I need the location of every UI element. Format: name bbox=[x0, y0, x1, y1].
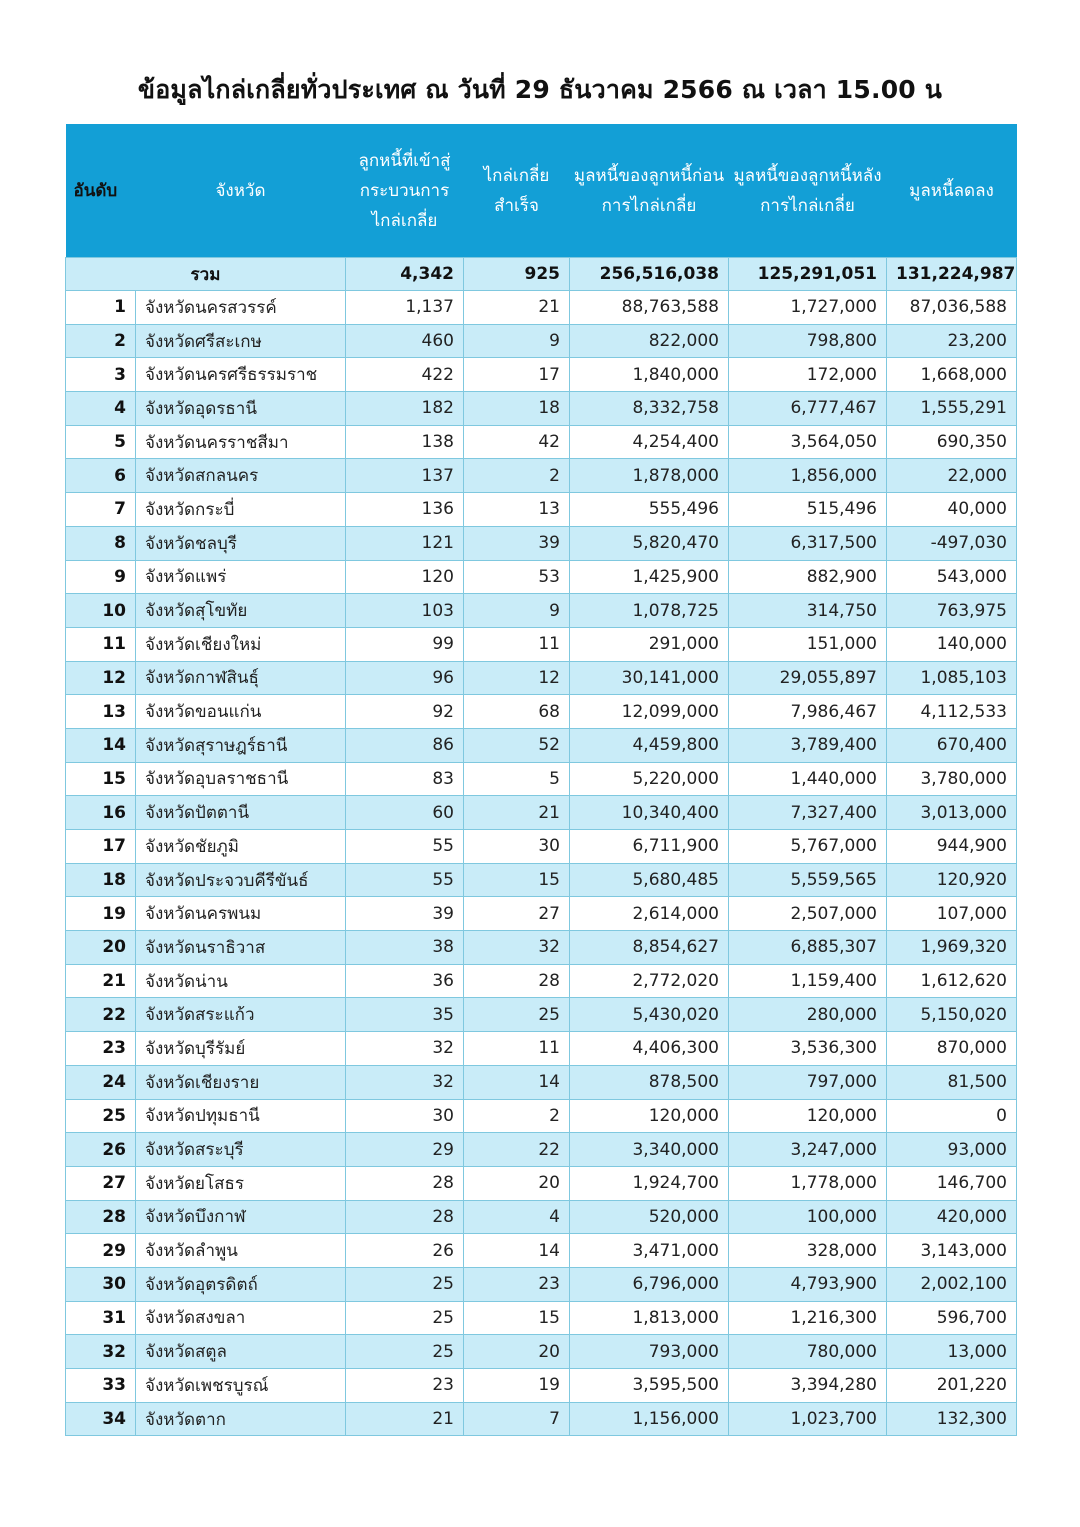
cell-debt-reduced: 543,000 bbox=[887, 560, 1017, 594]
cell-province: จังหวัดชัยภูมิ bbox=[136, 830, 346, 864]
cell-province: จังหวัดตาก bbox=[136, 1402, 346, 1436]
cell-debt-after: 5,767,000 bbox=[729, 830, 887, 864]
cell-province: จังหวัดศรีสะเกษ bbox=[136, 324, 346, 358]
cell-rank: 30 bbox=[66, 1267, 136, 1301]
cell-debt-reduced: 120,920 bbox=[887, 863, 1017, 897]
header-debt-reduced: มูลหนี้ลดลง bbox=[887, 124, 1017, 258]
cell-debt-after: 1,440,000 bbox=[729, 762, 887, 796]
cell-province: จังหวัดสตูล bbox=[136, 1335, 346, 1369]
cell-debt-reduced: 763,975 bbox=[887, 594, 1017, 628]
cell-debt-reduced: 1,668,000 bbox=[887, 358, 1017, 392]
cell-debt-after: 3,247,000 bbox=[729, 1133, 887, 1167]
cell-rank: 6 bbox=[66, 459, 136, 493]
cell-province: จังหวัดอุบลราชธานี bbox=[136, 762, 346, 796]
cell-entered: 182 bbox=[346, 392, 464, 426]
cell-entered: 96 bbox=[346, 661, 464, 695]
cell-debt-reduced: 140,000 bbox=[887, 627, 1017, 661]
cell-entered: 1,137 bbox=[346, 291, 464, 325]
cell-debt-before: 8,332,758 bbox=[570, 392, 729, 426]
page-title: ข้อมูลไกล่เกลี่ยทั่วประเทศ ณ วันที่ 29 ธันวาคม 2566 ณ เวลา 15.00 น bbox=[137, 75, 943, 104]
cell-debt-after: 1,023,700 bbox=[729, 1402, 887, 1436]
cell-province: จังหวัดบึงกาฬ bbox=[136, 1200, 346, 1234]
total-entered: 4,342 bbox=[346, 258, 464, 291]
cell-debt-reduced: 1,555,291 bbox=[887, 392, 1017, 426]
table-row bbox=[66, 1335, 1017, 1369]
cell-rank: 29 bbox=[66, 1234, 136, 1268]
cell-rank: 12 bbox=[66, 661, 136, 695]
cell-debt-reduced: 40,000 bbox=[887, 493, 1017, 527]
cell-debt-after: 1,216,300 bbox=[729, 1301, 887, 1335]
cell-entered: 55 bbox=[346, 830, 464, 864]
table-row bbox=[66, 1301, 1017, 1335]
cell-debt-after: 3,564,050 bbox=[729, 425, 887, 459]
cell-rank: 7 bbox=[66, 493, 136, 527]
cell-province: จังหวัดนครสวรรค์ bbox=[136, 291, 346, 325]
table-row bbox=[66, 728, 1017, 762]
cell-debt-before: 1,156,000 bbox=[570, 1402, 729, 1436]
cell-debt-after: 5,559,565 bbox=[729, 863, 887, 897]
cell-debt-before: 878,500 bbox=[570, 1065, 729, 1099]
cell-rank: 4 bbox=[66, 392, 136, 426]
cell-success: 2 bbox=[464, 1099, 570, 1133]
cell-rank: 16 bbox=[66, 796, 136, 830]
mediation-table bbox=[65, 124, 1017, 1436]
cell-success: 27 bbox=[464, 897, 570, 931]
cell-debt-after: 151,000 bbox=[729, 627, 887, 661]
cell-entered: 422 bbox=[346, 358, 464, 392]
cell-success: 21 bbox=[464, 291, 570, 325]
table-row bbox=[66, 358, 1017, 392]
cell-success: 20 bbox=[464, 1335, 570, 1369]
cell-success: 9 bbox=[464, 324, 570, 358]
cell-province: จังหวัดแพร่ bbox=[136, 560, 346, 594]
cell-province: จังหวัดกระบี่ bbox=[136, 493, 346, 527]
cell-success: 12 bbox=[464, 661, 570, 695]
cell-entered: 35 bbox=[346, 998, 464, 1032]
cell-entered: 39 bbox=[346, 897, 464, 931]
cell-entered: 55 bbox=[346, 863, 464, 897]
cell-debt-before: 520,000 bbox=[570, 1200, 729, 1234]
cell-debt-reduced: 1,085,103 bbox=[887, 661, 1017, 695]
cell-rank: 3 bbox=[66, 358, 136, 392]
cell-debt-before: 5,820,470 bbox=[570, 526, 729, 560]
cell-debt-reduced: 13,000 bbox=[887, 1335, 1017, 1369]
cell-debt-after: 1,778,000 bbox=[729, 1166, 887, 1200]
cell-debt-after: 100,000 bbox=[729, 1200, 887, 1234]
cell-rank: 2 bbox=[66, 324, 136, 358]
cell-entered: 137 bbox=[346, 459, 464, 493]
cell-debt-after: 7,986,467 bbox=[729, 695, 887, 729]
cell-success: 2 bbox=[464, 459, 570, 493]
table-row bbox=[66, 1065, 1017, 1099]
cell-rank: 33 bbox=[66, 1369, 136, 1403]
cell-debt-after: 280,000 bbox=[729, 998, 887, 1032]
cell-province: จังหวัดสระแก้ว bbox=[136, 998, 346, 1032]
cell-entered: 460 bbox=[346, 324, 464, 358]
header-debt-before: มูลหนี้ของลูกหนี้ก่อนการไกล่เกลี่ย bbox=[570, 124, 729, 258]
table-row bbox=[66, 1200, 1017, 1234]
cell-entered: 28 bbox=[346, 1166, 464, 1200]
cell-rank: 5 bbox=[66, 425, 136, 459]
cell-entered: 136 bbox=[346, 493, 464, 527]
cell-rank: 21 bbox=[66, 964, 136, 998]
cell-debt-reduced: 4,112,533 bbox=[887, 695, 1017, 729]
cell-entered: 120 bbox=[346, 560, 464, 594]
cell-province: จังหวัดสระบุรี bbox=[136, 1133, 346, 1167]
cell-debt-before: 3,340,000 bbox=[570, 1133, 729, 1167]
table-row bbox=[66, 627, 1017, 661]
total-debt-before: 256,516,038 bbox=[570, 258, 729, 291]
cell-success: 9 bbox=[464, 594, 570, 628]
cell-province: จังหวัดนครศรีธรรมราช bbox=[136, 358, 346, 392]
cell-debt-before: 2,614,000 bbox=[570, 897, 729, 931]
cell-success: 14 bbox=[464, 1234, 570, 1268]
cell-rank: 9 bbox=[66, 560, 136, 594]
cell-entered: 25 bbox=[346, 1335, 464, 1369]
cell-debt-before: 1,878,000 bbox=[570, 459, 729, 493]
cell-debt-after: 1,856,000 bbox=[729, 459, 887, 493]
table-row bbox=[66, 291, 1017, 325]
cell-entered: 38 bbox=[346, 931, 464, 965]
table-row bbox=[66, 661, 1017, 695]
cell-province: จังหวัดกาฬสินธุ์ bbox=[136, 661, 346, 695]
table-row bbox=[66, 964, 1017, 998]
cell-province: จังหวัดอุดรธานี bbox=[136, 392, 346, 426]
table-row bbox=[66, 931, 1017, 965]
cell-success: 32 bbox=[464, 931, 570, 965]
cell-entered: 29 bbox=[346, 1133, 464, 1167]
cell-debt-reduced: 3,013,000 bbox=[887, 796, 1017, 830]
cell-success: 17 bbox=[464, 358, 570, 392]
table-row bbox=[66, 1099, 1017, 1133]
cell-debt-after: 3,789,400 bbox=[729, 728, 887, 762]
cell-entered: 25 bbox=[346, 1301, 464, 1335]
cell-province: จังหวัดสงขลา bbox=[136, 1301, 346, 1335]
cell-debt-reduced: 93,000 bbox=[887, 1133, 1017, 1167]
cell-rank: 27 bbox=[66, 1166, 136, 1200]
cell-success: 4 bbox=[464, 1200, 570, 1234]
cell-entered: 23 bbox=[346, 1369, 464, 1403]
cell-province: จังหวัดประจวบคีรีขันธ์ bbox=[136, 863, 346, 897]
cell-debt-before: 120,000 bbox=[570, 1099, 729, 1133]
cell-rank: 28 bbox=[66, 1200, 136, 1234]
cell-success: 5 bbox=[464, 762, 570, 796]
cell-debt-after: 6,317,500 bbox=[729, 526, 887, 560]
cell-rank: 1 bbox=[66, 291, 136, 325]
cell-rank: 20 bbox=[66, 931, 136, 965]
cell-entered: 28 bbox=[346, 1200, 464, 1234]
cell-debt-after: 328,000 bbox=[729, 1234, 887, 1268]
table-row bbox=[66, 695, 1017, 729]
cell-debt-after: 29,055,897 bbox=[729, 661, 887, 695]
cell-rank: 13 bbox=[66, 695, 136, 729]
cell-debt-reduced: 3,143,000 bbox=[887, 1234, 1017, 1268]
cell-debt-after: 798,800 bbox=[729, 324, 887, 358]
table-row bbox=[66, 459, 1017, 493]
cell-debt-reduced: 420,000 bbox=[887, 1200, 1017, 1234]
total-row bbox=[66, 258, 1017, 291]
header-province: จังหวัด bbox=[136, 124, 346, 258]
cell-debt-before: 12,099,000 bbox=[570, 695, 729, 729]
table-row bbox=[66, 1402, 1017, 1436]
cell-entered: 60 bbox=[346, 796, 464, 830]
cell-debt-before: 5,430,020 bbox=[570, 998, 729, 1032]
cell-province: จังหวัดอุตรดิตถ์ bbox=[136, 1267, 346, 1301]
cell-debt-after: 4,793,900 bbox=[729, 1267, 887, 1301]
cell-debt-reduced: 0 bbox=[887, 1099, 1017, 1133]
cell-entered: 121 bbox=[346, 526, 464, 560]
cell-success: 15 bbox=[464, 863, 570, 897]
cell-province: จังหวัดเชียงใหม่ bbox=[136, 627, 346, 661]
cell-rank: 32 bbox=[66, 1335, 136, 1369]
header-entered: ลูกหนี้ที่เข้าสู่กระบวนการไกล่เกลี่ย bbox=[346, 124, 464, 258]
cell-success: 25 bbox=[464, 998, 570, 1032]
cell-debt-reduced: 2,002,100 bbox=[887, 1267, 1017, 1301]
cell-debt-after: 515,496 bbox=[729, 493, 887, 527]
cell-province: จังหวัดสุราษฎร์ธานี bbox=[136, 728, 346, 762]
cell-province: จังหวัดสกลนคร bbox=[136, 459, 346, 493]
cell-debt-before: 4,254,400 bbox=[570, 425, 729, 459]
cell-debt-after: 1,727,000 bbox=[729, 291, 887, 325]
cell-debt-before: 6,796,000 bbox=[570, 1267, 729, 1301]
total-debt-reduced: 131,224,987 bbox=[887, 258, 1017, 291]
cell-success: 13 bbox=[464, 493, 570, 527]
table-row bbox=[66, 594, 1017, 628]
cell-success: 22 bbox=[464, 1133, 570, 1167]
cell-debt-before: 1,813,000 bbox=[570, 1301, 729, 1335]
cell-debt-reduced: 670,400 bbox=[887, 728, 1017, 762]
cell-debt-after: 120,000 bbox=[729, 1099, 887, 1133]
cell-debt-reduced: 201,220 bbox=[887, 1369, 1017, 1403]
cell-success: 20 bbox=[464, 1166, 570, 1200]
cell-success: 30 bbox=[464, 830, 570, 864]
cell-province: จังหวัดนครพนม bbox=[136, 897, 346, 931]
cell-success: 11 bbox=[464, 1032, 570, 1066]
cell-debt-reduced: 596,700 bbox=[887, 1301, 1017, 1335]
cell-debt-before: 88,763,588 bbox=[570, 291, 729, 325]
cell-success: 28 bbox=[464, 964, 570, 998]
cell-province: จังหวัดนราธิวาส bbox=[136, 931, 346, 965]
cell-debt-after: 3,536,300 bbox=[729, 1032, 887, 1066]
cell-rank: 8 bbox=[66, 526, 136, 560]
cell-debt-after: 780,000 bbox=[729, 1335, 887, 1369]
cell-success: 19 bbox=[464, 1369, 570, 1403]
cell-debt-before: 793,000 bbox=[570, 1335, 729, 1369]
cell-debt-after: 6,885,307 bbox=[729, 931, 887, 965]
cell-debt-reduced: -497,030 bbox=[887, 526, 1017, 560]
cell-entered: 103 bbox=[346, 594, 464, 628]
table-row bbox=[66, 897, 1017, 931]
table-row bbox=[66, 1166, 1017, 1200]
cell-entered: 21 bbox=[346, 1402, 464, 1436]
cell-debt-after: 797,000 bbox=[729, 1065, 887, 1099]
cell-debt-before: 3,595,500 bbox=[570, 1369, 729, 1403]
cell-rank: 19 bbox=[66, 897, 136, 931]
table-row bbox=[66, 1267, 1017, 1301]
cell-province: จังหวัดบุรีรัมย์ bbox=[136, 1032, 346, 1066]
cell-debt-after: 314,750 bbox=[729, 594, 887, 628]
cell-entered: 138 bbox=[346, 425, 464, 459]
cell-success: 53 bbox=[464, 560, 570, 594]
cell-success: 14 bbox=[464, 1065, 570, 1099]
cell-debt-reduced: 690,350 bbox=[887, 425, 1017, 459]
table-row bbox=[66, 1369, 1017, 1403]
cell-success: 68 bbox=[464, 695, 570, 729]
cell-debt-before: 2,772,020 bbox=[570, 964, 729, 998]
cell-debt-after: 3,394,280 bbox=[729, 1369, 887, 1403]
cell-debt-before: 822,000 bbox=[570, 324, 729, 358]
cell-debt-reduced: 944,900 bbox=[887, 830, 1017, 864]
table-header-row bbox=[66, 124, 1017, 258]
cell-rank: 24 bbox=[66, 1065, 136, 1099]
cell-debt-reduced: 5,150,020 bbox=[887, 998, 1017, 1032]
cell-rank: 14 bbox=[66, 728, 136, 762]
table-row bbox=[66, 392, 1017, 426]
cell-debt-reduced: 107,000 bbox=[887, 897, 1017, 931]
cell-success: 18 bbox=[464, 392, 570, 426]
table-row bbox=[66, 493, 1017, 527]
table-row bbox=[66, 560, 1017, 594]
cell-debt-before: 3,471,000 bbox=[570, 1234, 729, 1268]
table-row bbox=[66, 1032, 1017, 1066]
cell-debt-before: 8,854,627 bbox=[570, 931, 729, 965]
header-debt-after: มูลหนี้ของลูกหนี้หลังการไกล่เกลี่ย bbox=[729, 124, 887, 258]
cell-entered: 32 bbox=[346, 1065, 464, 1099]
cell-province: จังหวัดยโสธร bbox=[136, 1166, 346, 1200]
cell-entered: 32 bbox=[346, 1032, 464, 1066]
cell-success: 52 bbox=[464, 728, 570, 762]
table-row bbox=[66, 1133, 1017, 1167]
cell-debt-before: 4,406,300 bbox=[570, 1032, 729, 1066]
cell-rank: 22 bbox=[66, 998, 136, 1032]
cell-debt-after: 882,900 bbox=[729, 560, 887, 594]
cell-rank: 17 bbox=[66, 830, 136, 864]
cell-province: จังหวัดน่าน bbox=[136, 964, 346, 998]
cell-province: จังหวัดขอนแก่น bbox=[136, 695, 346, 729]
table-row bbox=[66, 830, 1017, 864]
cell-province: จังหวัดปัตตานี bbox=[136, 796, 346, 830]
table-row bbox=[66, 526, 1017, 560]
cell-province: จังหวัดนครราชสีมา bbox=[136, 425, 346, 459]
cell-debt-before: 291,000 bbox=[570, 627, 729, 661]
table-row bbox=[66, 1234, 1017, 1268]
cell-success: 39 bbox=[464, 526, 570, 560]
cell-debt-reduced: 1,969,320 bbox=[887, 931, 1017, 965]
table-row bbox=[66, 762, 1017, 796]
cell-success: 21 bbox=[464, 796, 570, 830]
cell-entered: 99 bbox=[346, 627, 464, 661]
cell-debt-before: 1,425,900 bbox=[570, 560, 729, 594]
cell-success: 42 bbox=[464, 425, 570, 459]
cell-entered: 30 bbox=[346, 1099, 464, 1133]
cell-debt-reduced: 1,612,620 bbox=[887, 964, 1017, 998]
header-rank: อันดับ bbox=[66, 124, 136, 258]
cell-debt-after: 2,507,000 bbox=[729, 897, 887, 931]
header-success: ไกล่เกลี่ยสำเร็จ bbox=[464, 124, 570, 258]
cell-rank: 15 bbox=[66, 762, 136, 796]
cell-debt-before: 555,496 bbox=[570, 493, 729, 527]
cell-debt-before: 10,340,400 bbox=[570, 796, 729, 830]
cell-debt-after: 6,777,467 bbox=[729, 392, 887, 426]
cell-rank: 23 bbox=[66, 1032, 136, 1066]
cell-debt-after: 7,327,400 bbox=[729, 796, 887, 830]
cell-province: จังหวัดสุโขทัย bbox=[136, 594, 346, 628]
cell-province: จังหวัดเพชรบูรณ์ bbox=[136, 1369, 346, 1403]
total-label: รวม bbox=[66, 258, 346, 291]
cell-success: 23 bbox=[464, 1267, 570, 1301]
cell-debt-before: 4,459,800 bbox=[570, 728, 729, 762]
cell-entered: 26 bbox=[346, 1234, 464, 1268]
cell-debt-reduced: 22,000 bbox=[887, 459, 1017, 493]
cell-debt-before: 30,141,000 bbox=[570, 661, 729, 695]
cell-rank: 25 bbox=[66, 1099, 136, 1133]
cell-debt-before: 6,711,900 bbox=[570, 830, 729, 864]
cell-entered: 86 bbox=[346, 728, 464, 762]
cell-province: จังหวัดเชียงราย bbox=[136, 1065, 346, 1099]
cell-rank: 26 bbox=[66, 1133, 136, 1167]
cell-rank: 18 bbox=[66, 863, 136, 897]
table-row bbox=[66, 998, 1017, 1032]
table-row bbox=[66, 796, 1017, 830]
cell-debt-after: 172,000 bbox=[729, 358, 887, 392]
cell-entered: 92 bbox=[346, 695, 464, 729]
cell-entered: 36 bbox=[346, 964, 464, 998]
cell-success: 7 bbox=[464, 1402, 570, 1436]
cell-debt-reduced: 3,780,000 bbox=[887, 762, 1017, 796]
cell-debt-before: 1,924,700 bbox=[570, 1166, 729, 1200]
cell-success: 15 bbox=[464, 1301, 570, 1335]
cell-debt-reduced: 146,700 bbox=[887, 1166, 1017, 1200]
cell-rank: 11 bbox=[66, 627, 136, 661]
cell-province: จังหวัดลำพูน bbox=[136, 1234, 346, 1268]
total-debt-after: 125,291,051 bbox=[729, 258, 887, 291]
table-row bbox=[66, 425, 1017, 459]
cell-province: จังหวัดปทุมธานี bbox=[136, 1099, 346, 1133]
total-success: 925 bbox=[464, 258, 570, 291]
cell-debt-before: 1,840,000 bbox=[570, 358, 729, 392]
cell-debt-after: 1,159,400 bbox=[729, 964, 887, 998]
cell-rank: 31 bbox=[66, 1301, 136, 1335]
cell-debt-before: 5,220,000 bbox=[570, 762, 729, 796]
cell-success: 11 bbox=[464, 627, 570, 661]
cell-debt-reduced: 87,036,588 bbox=[887, 291, 1017, 325]
cell-debt-before: 5,680,485 bbox=[570, 863, 729, 897]
cell-entered: 25 bbox=[346, 1267, 464, 1301]
cell-debt-reduced: 132,300 bbox=[887, 1402, 1017, 1436]
cell-province: จังหวัดชลบุรี bbox=[136, 526, 346, 560]
cell-debt-reduced: 23,200 bbox=[887, 324, 1017, 358]
cell-debt-before: 1,078,725 bbox=[570, 594, 729, 628]
cell-rank: 10 bbox=[66, 594, 136, 628]
cell-debt-reduced: 81,500 bbox=[887, 1065, 1017, 1099]
cell-entered: 83 bbox=[346, 762, 464, 796]
table-row bbox=[66, 863, 1017, 897]
cell-debt-reduced: 870,000 bbox=[887, 1032, 1017, 1066]
table-row bbox=[66, 324, 1017, 358]
cell-rank: 34 bbox=[66, 1402, 136, 1436]
